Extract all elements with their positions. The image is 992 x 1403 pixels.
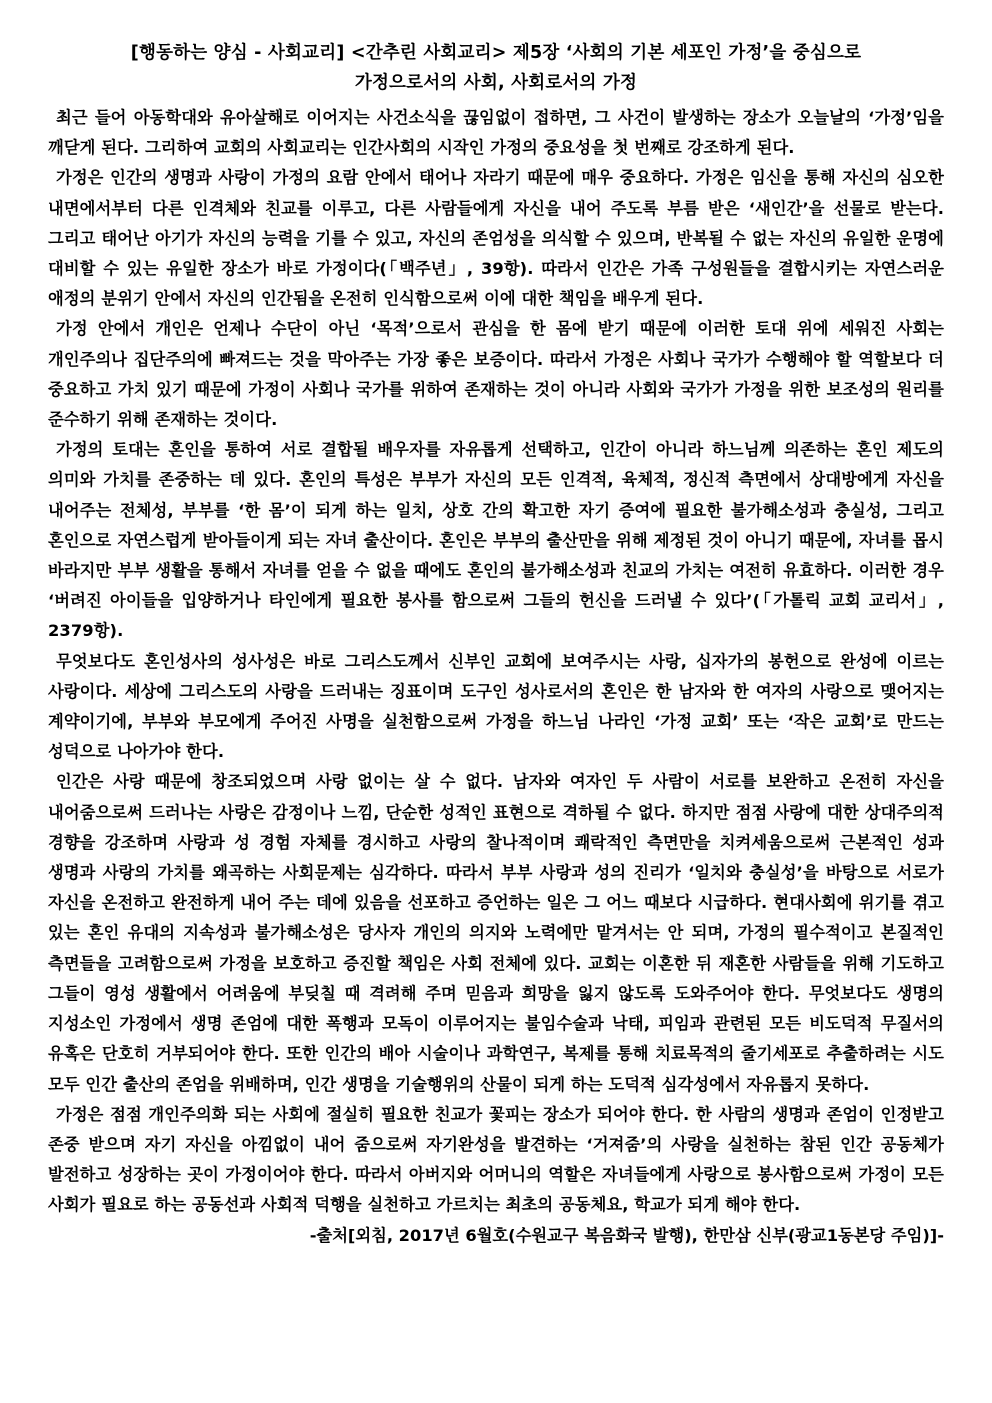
- title-line-2: 가정으로서의 사회, 사회로서의 가정: [354, 73, 638, 93]
- title-line-1: [행동하는 양심 - 사회교리] <간추린 사회교리> 제5장 ‘사회의 기본 세포인 가정’을 중심으로: [130, 43, 862, 63]
- source-citation: -출처[외침, 2017년 6월호(수원교구 복음화국 발행), 한만삼 신부(광교1동본당 주임)]-: [309, 1225, 944, 1245]
- paragraph-1: 최근 들어 아동학대와 유아살해로 이어지는 사건소식을 끊임없이 접하면, 그 사건이 발생하는 장소가 오늘날의 ‘가정’임을 깨닫게 된다. 그리하여 교회의 사회교리는 인간사회의 시작인 가정의 중요성을 첫 번째로 강조하게 된다.: [48, 108, 944, 158]
- paragraph-7: 가정은 점점 개인주의화 되는 사회에 절실히 필요한 친교가 꽃피는 장소가 되어야 한다. 한 사람의 생명과 존엄이 인정받고 존중 받으며 자기 자신을 아낌없이 내어 줌으로써 자기완성을 발견하는 ‘거져줌’의 사랑을 실천하는 참된 인간 공동체가 발전하고 성장하는 곳이 가정이어야 한다. 따라서 아버지와 어머니의 역할은 자녀들에게 사랑으로 봉사함으로써 가정이 모든 사회가 필요로 하는 공동선과 사회적 덕행을 실천하고 가르치는 최초의 공동체요, 학교가 되게 해야 한다.: [48, 1104, 944, 1215]
- paragraph-5: 무엇보다도 혼인성사의 성사성은 바로 그리스도께서 신부인 교회에 보여주시는 사랑, 십자가의 봉헌으로 완성에 이르는 사랑이다. 세상에 그리스도의 사랑을 드러내는 징표이며 도구인 성사로서의 혼인은 한 남자와 한 여자의 사랑으로 맺어지는 계약이기에, 부부와 부모에게 주어진 사명을 실천함으로써 가정을 하느님 나라인 ‘가정 교회’ 또는 ‘작은 교회’로 만드는 성덕으로 나아가야 한다.: [48, 651, 944, 762]
- article-body: [48, 103, 944, 1221]
- paragraph-3: 가정 안에서 개인은 언제나 수단이 아닌 ‘목적’으로서 관심을 한 몸에 받기 때문에 이러한 토대 위에 세워진 사회는 개인주의나 집단주의에 빠져드는 것을 막아주는 가장 좋은 보증이다. 따라서 가정은 사회나 국가가 수행해야 할 역할보다 더 중요하고 가치 있기 때문에 가정이 사회나 국가를 위하여 존재하는 것이 아니라 사회와 국가가 가정을 위한 보조성의 원리를 준수하기 위해 존재하는 것이다.: [48, 319, 944, 430]
- document-title: [48, 38, 944, 98]
- paragraph-4: 가정의 토대는 혼인을 통하여 서로 결합될 배우자를 자유롭게 선택하고, 인간이 아니라 하느님께 의존하는 혼인 제도의 의미와 가치를 존중하는 데 있다. 혼인의 특성은 부부가 자신의 모든 인격적, 육체적, 정신적 측면에서 상대방에게 자신을 내어주는 전체성, 부부를 ‘한 몸’이 되게 하는 일치, 상호 간의 확고한 자기 증여에 필요한 불가해소성과 충실성, 그리고 혼인으로 자연스럽게 받아들이게 되는 자녀 출산이다. 혼인은 부부의 출산만을 위해 제정된 것이 아니기 때문에, 자녀를 몹시 바라지만 부부 생활을 통해서 자녀를 얻을 수 없을 때에도 혼인의 불가해소성과 친교의 가치는 여전히 유효하다. 이러한 경우 ‘버려진 아이들을 입양하거나 타인에게 필요한 봉사를 함으로써 그들의 헌신을 드러낼 수 있다’(「가톨릭 교회 교리서」, 2379항).: [48, 440, 944, 641]
- paragraph-6: 인간은 사랑 때문에 창조되었으며 사랑 없이는 살 수 없다. 남자와 여자인 두 사람이 서로를 보완하고 온전히 자신을 내어줌으로써 드러나는 사랑은 감정이나 느낌, 단순한 성적인 표현으로 격하될 수 없다. 하지만 점점 사랑에 대한 상대주의적 경향을 강조하며 사랑과 성 경험 자체를 경시하고 사랑의 찰나적이며 쾌락적인 측면만을 치켜세움으로써 근본적인 성과 생명과 사랑의 가치를 왜곡하는 사회문제는 심각하다. 따라서 부부 사랑과 성의 진리가 ‘일치와 충실성’을 바탕으로 서로가 자신을 온전하고 완전하게 내어 주는 데에 있음을 선포하고 증언하는 일은 그 어느 때보다 시급하다. 현대사회에 위기를 겪고 있는 혼인 유대의 지속성과 불가해소성은 당사자 개인의 의지와 노력에만 맡겨서는 안 되며, 가정의 필수적이고 본질적인 측면들을 고려함으로써 가정을 보호하고 증진할 책임은 사회 전체에 있다. 교회는 이혼한 뒤 재혼한 사람들을 위해 기도하고 그들이 영성 생활에서 어려움에 부딪칠 때 격려해 주며 믿음과 희망을 잃지 않도록 도와주어야 한다. 무엇보다도 생명의 지성소인 가정에서 생명 존엄에 대한 폭행과 모독이 이루어지는 불임수술과 낙태, 피임과 관련된 모든 비도덕적 무질서의 유혹은 단호히 거부되어야 한다. 또한 인간의 배아 시술이나 과학연구, 복제를 통해 치료목적의 줄기세포로 추출하려는 시도 모두 인간 출산의 존엄을 위배하며, 인간 생명을 기술행위의 산물이 되게 하는 도덕적 심각성에서 자유롭지 못하다.: [48, 772, 944, 1094]
- paragraph-2: 가정은 인간의 생명과 사랑이 가정의 요람 안에서 태어나 자라기 때문에 매우 중요하다. 가정은 임신을 통해 자신의 심오한 내면에서부터 다른 인격체와 친교를 이루고, 다른 사람들에게 자신을 내어 주도록 부름 받은 ‘새인간’을 선물로 받는다. 그리고 태어난 아기가 자신의 능력을 기를 수 있고, 자신의 존엄성을 의식할 수 있으며, 반복될 수 없는 자신의 유일한 운명에 대비할 수 있는 유일한 장소가 바로 가정이다(「백주년」, 39항). 따라서 인간은 가족 구성원들을 결합시키는 자연스러운 애정의 분위기 안에서 자신의 인간됨을 온전히 인식함으로써 이에 대한 책임을 배우게 된다.: [48, 168, 944, 309]
